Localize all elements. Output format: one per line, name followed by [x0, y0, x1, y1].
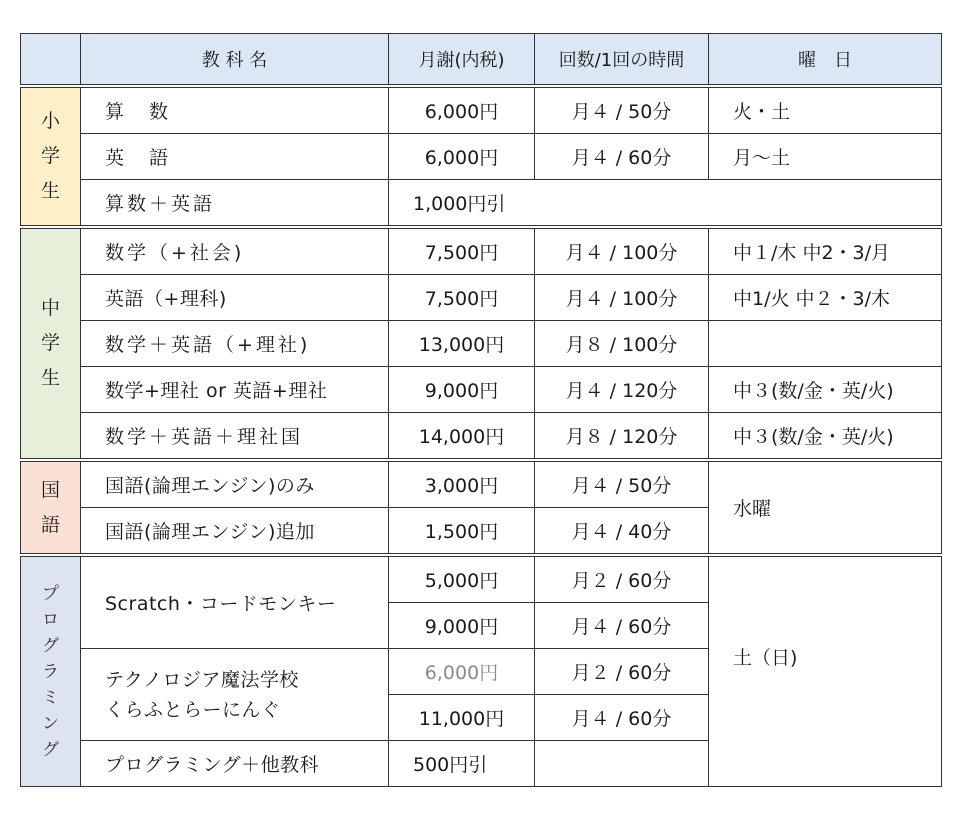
fee-cell: 1,500円	[389, 508, 535, 556]
header-row	[21, 34, 942, 87]
fee-cell: 5,000円	[389, 555, 535, 603]
subject-cell: 数学＋英語（+理社)	[81, 321, 389, 367]
table-row	[21, 86, 942, 134]
fee-cell: 11,000円	[389, 695, 535, 741]
subject-cell: テクノロジア魔法学校 くらふとらーにんぐ	[81, 649, 389, 741]
subject-cell: Scratch・コードモンキー	[81, 555, 389, 649]
freq-cell: 月４ / 60分	[535, 603, 709, 649]
subject-cell: 数学（+社会)	[81, 227, 389, 275]
header-fee: 月謝(内税)	[389, 34, 535, 87]
freq-cell: 月４ / 40分	[535, 508, 709, 556]
fee-table	[20, 33, 942, 787]
header-freq: 回数/1回の時間	[535, 34, 709, 87]
freq-cell: 月８ / 120分	[535, 413, 709, 461]
category-middle: 中 学 生	[21, 227, 81, 460]
freq-cell: 月４ / 120分	[535, 367, 709, 413]
fee-cell: 7,500円	[389, 227, 535, 275]
header-subject: 教 科 名	[81, 34, 389, 87]
category-programming: プ ロ グ ラ ミ ン グ	[21, 555, 81, 787]
discount-cell: 1,000円引	[389, 180, 942, 228]
table-row	[21, 460, 942, 508]
fee-cell: 7,500円	[389, 275, 535, 321]
day-cell: 中３(数/金・英/火)	[709, 367, 942, 413]
subject-cell: 数学+理社 or 英語+理社	[81, 367, 389, 413]
day-cell: 中３(数/金・英/火)	[709, 413, 942, 461]
subject-cell: プログラミング＋他教科	[81, 741, 389, 787]
table-row	[21, 367, 942, 413]
fee-cell: 13,000円	[389, 321, 535, 367]
subject-cell: 国語(論理エンジン)のみ	[81, 460, 389, 508]
subject-cell: 英語（+理科)	[81, 275, 389, 321]
freq-cell: 月４ / 50分	[535, 86, 709, 134]
table-row	[21, 413, 942, 461]
subject-cell: 英 語	[81, 134, 389, 180]
freq-cell: 月２ / 60分	[535, 649, 709, 695]
fee-cell: 3,000円	[389, 460, 535, 508]
subject-cell: 算数＋英語	[81, 180, 389, 228]
subject-cell: 国語(論理エンジン)追加	[81, 508, 389, 556]
fee-cell: 6,000円	[389, 86, 535, 134]
subject-cell: 数学＋英語＋理社国	[81, 413, 389, 461]
freq-cell: 月４ / 60分	[535, 695, 709, 741]
freq-cell: 月２ / 60分	[535, 555, 709, 603]
day-cell: 火・土	[709, 86, 942, 134]
freq-cell: 月４ / 60分	[535, 134, 709, 180]
subject-cell: 算 数	[81, 86, 389, 134]
freq-cell	[535, 741, 709, 787]
day-cell: 月〜土	[709, 134, 942, 180]
table-row	[21, 180, 942, 228]
day-cell: 中１/木 中2・3/月	[709, 227, 942, 275]
fee-cell: 6,000円	[389, 134, 535, 180]
fee-cell: 9,000円	[389, 603, 535, 649]
header-blank	[21, 34, 81, 87]
day-cell: 水曜	[709, 460, 942, 555]
table-row	[21, 555, 942, 603]
fee-cell: 14,000円	[389, 413, 535, 461]
freq-cell: 月８ / 100分	[535, 321, 709, 367]
freq-cell: 月４ / 100分	[535, 227, 709, 275]
day-cell: 中1/火 中２・3/木	[709, 275, 942, 321]
table-row	[21, 321, 942, 367]
category-japanese: 国 語	[21, 460, 81, 555]
day-cell: 土（日)	[709, 555, 942, 787]
header-day: 曜 日	[709, 34, 942, 87]
table-row	[21, 227, 942, 275]
day-cell	[709, 321, 942, 367]
fee-cell: 6,000円	[389, 649, 535, 695]
table-row	[21, 134, 942, 180]
freq-cell: 月４ / 100分	[535, 275, 709, 321]
fee-cell: 9,000円	[389, 367, 535, 413]
table-row	[21, 275, 942, 321]
freq-cell: 月４ / 50分	[535, 460, 709, 508]
discount-cell: 500円引	[389, 741, 535, 787]
category-elementary: 小 学 生	[21, 86, 81, 227]
